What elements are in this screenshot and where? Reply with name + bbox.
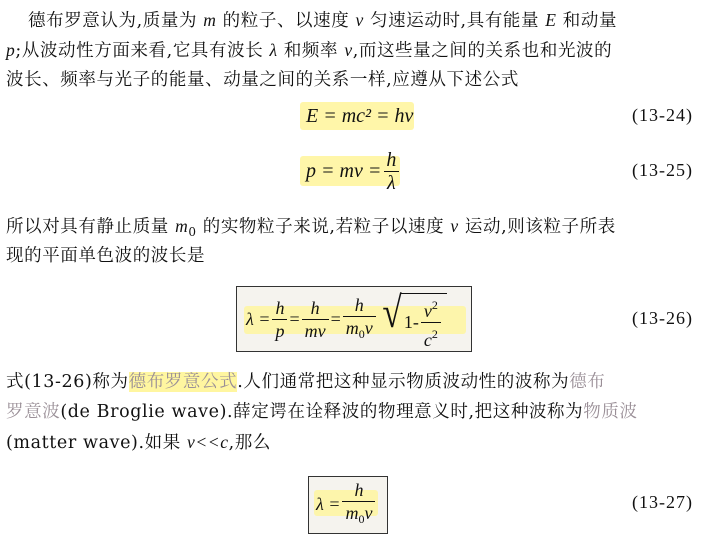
var-v: v	[355, 10, 364, 30]
numerator: h	[354, 294, 364, 315]
numerator	[421, 294, 441, 322]
denominator	[342, 501, 375, 530]
var-v: v	[450, 216, 459, 236]
text: ;从波动性方面来看,它具有波长	[15, 41, 270, 61]
text: 运动,则该粒子所表	[458, 217, 616, 237]
term-de-broglie-formula: 德布罗意公式	[128, 372, 238, 392]
term-de-broglie-wave-part2: 罗意波	[6, 402, 61, 422]
para2-line2: 现的平面单色波的波长是	[6, 246, 206, 266]
var-m: m	[203, 10, 217, 30]
text: 和频率	[277, 41, 345, 61]
subscript: 0	[188, 225, 197, 239]
var-c: c	[423, 330, 432, 350]
para2-line1	[6, 214, 706, 244]
denominator: p	[272, 319, 287, 342]
eq-lhs: λ =	[246, 308, 271, 329]
text: ,而这些量之间的关系也和光波的	[352, 41, 613, 61]
text: 德布罗意认为,质量为	[28, 11, 204, 31]
subscript: 0	[358, 511, 365, 526]
text: ,那么	[228, 433, 271, 453]
fraction-h-m0v	[343, 294, 376, 345]
text: 的实物粒子来说,若粒子以速度	[196, 217, 451, 237]
superscript: 2	[431, 327, 438, 341]
text: 的粒子、以速度	[216, 11, 356, 31]
para1-line2	[6, 38, 706, 63]
equation-number: (13-27)	[632, 492, 693, 512]
text: 所以对具有静止质量	[6, 217, 176, 237]
den-v: v	[364, 502, 373, 523]
denominator: mv	[302, 319, 329, 342]
numerator: h	[275, 297, 285, 318]
denominator: λ	[384, 171, 399, 194]
text: 和动量	[556, 11, 618, 31]
numerator: h	[354, 479, 364, 500]
den-m: m	[345, 502, 359, 523]
denominator	[343, 316, 376, 345]
para3-line2	[6, 400, 706, 424]
square-root	[380, 287, 447, 351]
para1-line3: 波长、频率与光子的能量、动量之间的关系一样,应遵从下述公式	[6, 70, 519, 90]
equation-13-25	[306, 146, 401, 196]
condition-v-much-less-c: v<<c	[187, 432, 229, 452]
numerator: h	[310, 297, 320, 318]
fraction-h-mv	[302, 297, 329, 342]
para1-line1	[28, 8, 715, 33]
eq-lhs: λ =	[316, 493, 341, 514]
var-v: v	[423, 301, 432, 321]
term-matter-wave: 物质波	[583, 402, 638, 422]
text: (matter wave).如果	[6, 433, 188, 453]
text: (de Broglie wave).薛定谔在诠释波的物理意义时,把这种波称为	[60, 402, 584, 422]
var-E: E	[545, 10, 557, 30]
equation-number: (13-26)	[632, 308, 693, 328]
equation-number: (13-25)	[632, 160, 693, 180]
var-lambda: λ	[269, 40, 278, 60]
term-de-broglie-wave-part1: 德布	[569, 372, 606, 392]
den-m: m	[345, 317, 359, 338]
superscript: 2	[431, 298, 438, 312]
fraction	[383, 149, 399, 194]
sqrt-one-minus: 1-	[403, 312, 419, 332]
equation-number: (13-24)	[632, 105, 693, 125]
subscript: 0	[358, 326, 365, 341]
radical-sign-icon: √	[382, 288, 402, 337]
equation-13-24: E = mc² = hν	[306, 104, 414, 127]
denominator	[421, 322, 441, 351]
eq-lhs: p = mv =	[306, 159, 382, 182]
text: 匀速运动时,具有能量	[363, 11, 546, 31]
para3-line1	[6, 370, 706, 394]
radicand	[400, 293, 447, 351]
fraction-h-p	[272, 297, 287, 342]
text: .人们通常把这种显示物质波动性的波称为	[237, 372, 570, 392]
den-v: v	[364, 317, 373, 338]
var-nu: ν	[344, 40, 353, 60]
equation-13-26: λ = $\frac{h}{p}$ = $\frac{h}{mv}$ = $\frac{h}{m_0v}$ √ 1- $\frac{v^2}{c^2}$	[246, 290, 447, 348]
equation-13-27	[316, 479, 377, 529]
var-m0: m	[175, 216, 189, 236]
para3-line3	[6, 430, 706, 455]
fraction-h-m0v	[342, 479, 375, 530]
var-p: p	[6, 40, 16, 60]
text: 式(13-26)称为	[6, 372, 129, 392]
numerator: h	[386, 148, 397, 171]
fraction-v2-c2	[421, 294, 441, 351]
